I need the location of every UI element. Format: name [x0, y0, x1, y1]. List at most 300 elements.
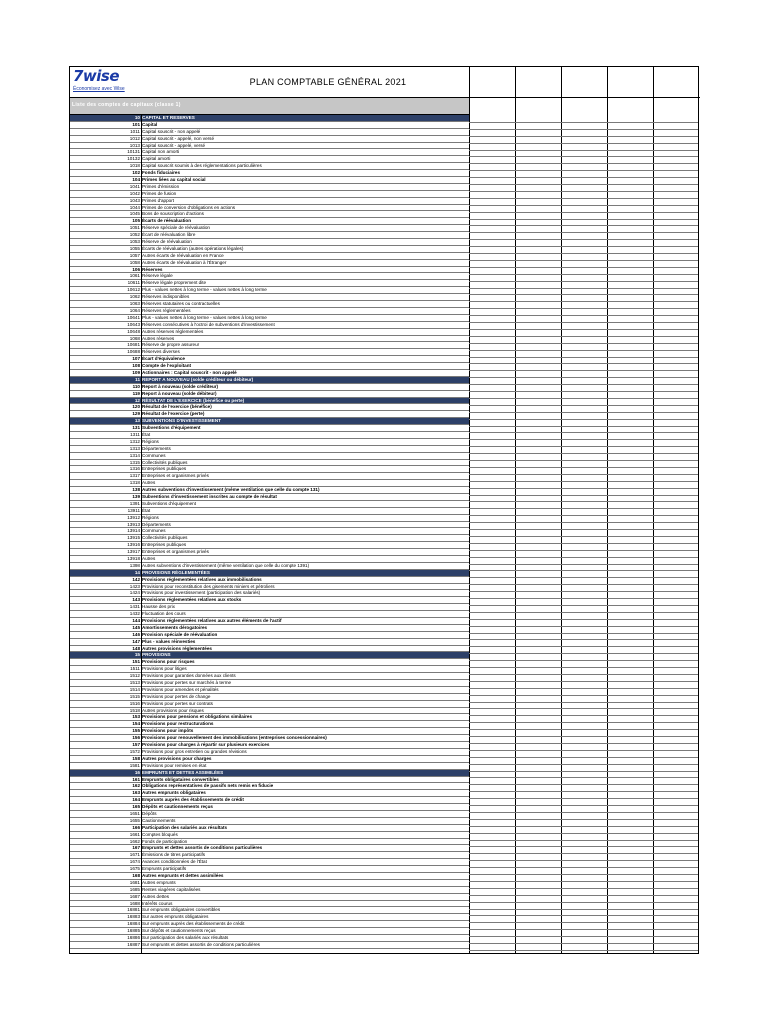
account-row	[70, 666, 469, 673]
grid-row-line	[469, 488, 698, 489]
account-label: Subventions d'équipement	[142, 425, 201, 431]
account-label: Réserves	[142, 266, 163, 272]
account-number: 1515	[129, 693, 140, 699]
account-number: 1685	[129, 886, 140, 892]
account-label: Compte de l'exploitant	[142, 363, 192, 369]
grid-row-line	[469, 267, 698, 268]
account-label: Provisions pour impôts	[142, 728, 194, 734]
account-row	[70, 742, 469, 749]
account-row	[70, 887, 469, 894]
account-row	[70, 336, 469, 343]
account-number: 13914	[127, 528, 140, 534]
grid-row-line	[469, 708, 698, 709]
account-row	[70, 639, 469, 646]
account-label: Participation des salariés aux résultats	[142, 824, 228, 830]
account-label: Régions	[142, 514, 159, 520]
account-row	[70, 535, 469, 542]
grid-row-line	[469, 674, 698, 675]
grid-row-line	[469, 122, 698, 123]
account-label: Primes de fusion	[142, 190, 177, 196]
grid-row-line	[469, 840, 698, 841]
account-number: 138	[132, 487, 140, 493]
account-number: 1053	[129, 239, 140, 245]
grid-row-line	[469, 219, 698, 220]
account-label: RÉSULTAT DE L'EXERCICE (bénéfice ou perte)	[142, 397, 245, 403]
grid-row-line	[469, 570, 698, 571]
grid-row-line	[469, 343, 698, 344]
grid-row-line	[469, 398, 698, 399]
account-label: Autres réserves réglementées	[142, 328, 204, 334]
account-number: 16886	[127, 934, 140, 940]
account-row	[70, 487, 469, 494]
account-row	[70, 549, 469, 556]
account-row	[70, 735, 469, 742]
account-row	[70, 563, 469, 570]
account-label: Provisions réglementées relatives aux stocks	[142, 597, 242, 603]
account-number: 1391	[129, 500, 140, 506]
account-number: 162	[132, 783, 140, 789]
account-row	[70, 280, 469, 287]
account-row	[70, 756, 469, 763]
account-number: 1051	[129, 225, 140, 231]
account-number: 1661	[129, 831, 140, 837]
account-label: Résultat de l'exercice (bénéfice)	[142, 404, 212, 410]
account-label: Emprunts et dettes assortis de conditions particulières	[142, 845, 263, 851]
account-label: Autres écarts de réévaluation en France	[142, 252, 224, 258]
account-row	[70, 783, 469, 790]
account-label: Fluctuation des cours	[142, 611, 186, 617]
account-number: 1011	[130, 128, 140, 134]
account-row	[70, 646, 469, 653]
account-row	[70, 673, 469, 680]
account-number: 1043	[129, 197, 140, 203]
account-row	[70, 763, 469, 770]
account-row	[70, 873, 469, 880]
account-label: Provisions pour remises en état	[142, 762, 207, 768]
account-number: 13913	[127, 521, 140, 527]
grid-row-line	[469, 543, 698, 544]
account-number: 1512	[129, 673, 140, 679]
account-label: Émissions de titres participatifs	[142, 852, 206, 858]
grid-row-line	[469, 515, 698, 516]
account-number: 156	[132, 735, 140, 741]
account-number: 13912	[127, 514, 140, 520]
account-row	[70, 453, 469, 460]
account-number: 166	[132, 824, 140, 830]
account-label: Réserve spéciale de réévaluation	[142, 225, 210, 231]
account-row	[70, 584, 469, 591]
account-label: Autres écarts de réévaluation à l'Étranger	[142, 259, 227, 265]
account-number: 1317	[129, 473, 140, 479]
grid-row-line	[469, 336, 698, 337]
account-row	[70, 632, 469, 639]
grid-row-line	[469, 205, 698, 206]
grid-row-line	[469, 501, 698, 502]
account-label: SUBVENTIONS D'INVESTISSEMENT	[142, 418, 221, 424]
grid-row-line	[469, 550, 698, 551]
column-divider	[653, 67, 654, 953]
account-number: 153	[132, 714, 140, 720]
grid-row-line	[469, 288, 698, 289]
grid-row-line	[469, 405, 698, 406]
account-row	[70, 597, 469, 604]
account-row	[70, 590, 469, 597]
grid-row-line	[469, 301, 698, 302]
account-label: Plus - values nettes à long terme - values nettes à long terme	[142, 314, 267, 320]
page-title: PLAN COMPTABLE GÉNÉRAL 2021	[249, 77, 407, 87]
grid-row-line	[469, 577, 698, 578]
grid-row-line	[469, 860, 698, 861]
account-row	[70, 528, 469, 535]
account-number: 1514	[129, 686, 140, 692]
account-row	[70, 432, 469, 439]
account-row	[70, 163, 469, 170]
account-label: Capital	[142, 121, 158, 127]
account-row	[70, 149, 469, 156]
account-label: Départements	[142, 521, 171, 527]
grid-row-line	[469, 715, 698, 716]
account-row	[70, 391, 469, 398]
grid-row-line	[469, 874, 698, 875]
account-row	[70, 446, 469, 453]
grid-row-line	[469, 322, 698, 323]
grid-row-line	[469, 895, 698, 896]
account-label: Réserves réglementées	[142, 307, 191, 313]
account-label: Actionnaires : Capital souscrit - non appelé	[142, 369, 237, 375]
account-row	[70, 501, 469, 508]
account-number: 14	[134, 569, 140, 575]
account-label: Capital souscrit - appelé, versé	[142, 142, 206, 148]
account-row	[70, 460, 469, 467]
account-label: Capital souscrit soumis à des réglementations particulières	[142, 163, 262, 169]
account-number: 1012	[129, 135, 140, 141]
account-number: 10132	[127, 156, 140, 162]
grid-row-line	[469, 764, 698, 765]
sheet-header	[70, 67, 700, 98]
account-number: 165	[132, 804, 140, 810]
grid-row-line	[469, 888, 698, 889]
account-row	[70, 714, 469, 721]
account-row	[70, 411, 469, 418]
account-number: 1055	[129, 245, 140, 251]
account-label: Communes	[142, 452, 166, 458]
account-label: Provisions réglementées relatives aux autres éléments de l'actif	[142, 618, 282, 624]
grid-row-line	[469, 412, 698, 413]
account-number: 1518	[129, 707, 140, 713]
account-label: Collectivités publiques	[142, 459, 188, 465]
account-label: Intérêts courus	[142, 900, 173, 906]
grid-row-line	[469, 129, 698, 130]
account-row	[70, 701, 469, 708]
grid-row-line	[469, 784, 698, 785]
account-number: 148	[132, 645, 140, 651]
account-label: Provisions pour litiges	[142, 666, 187, 672]
account-number: 1057	[129, 252, 140, 258]
account-row	[70, 625, 469, 632]
accounts-list	[70, 115, 469, 949]
account-row	[70, 156, 469, 163]
wise-logo-mark: 7wise	[73, 67, 120, 85]
grid-row-line	[469, 557, 698, 558]
account-row	[70, 728, 469, 735]
account-class-row	[70, 770, 469, 777]
account-label: Réserves consécutives à l'octroi de subventions d'investissement	[142, 321, 275, 327]
account-number: 145	[132, 624, 140, 630]
grid-row-line	[469, 460, 698, 461]
grid-row-line	[469, 936, 698, 937]
account-label: Provisions pour risques	[142, 659, 195, 665]
account-label: Réserve légale proprement dite	[142, 280, 207, 286]
account-label: État	[142, 507, 151, 513]
account-number: 154	[132, 721, 140, 727]
account-number: 1513	[129, 680, 140, 686]
account-row	[70, 542, 469, 549]
account-row	[70, 177, 469, 184]
grid-row-line	[469, 688, 698, 689]
account-label: Réserve de réévaluation	[142, 239, 192, 245]
grid-row-line	[469, 274, 698, 275]
account-number: 1688	[129, 900, 140, 906]
account-row	[70, 708, 469, 715]
account-number: 167	[132, 845, 140, 851]
account-label: Provisions pour pensions et obligations similaires	[142, 714, 253, 720]
account-number: 16	[134, 769, 140, 775]
account-row	[70, 894, 469, 901]
grid-row-line	[469, 260, 698, 261]
account-label: Réserve légale	[142, 273, 173, 279]
grid-row-line	[469, 198, 698, 199]
account-row	[70, 308, 469, 315]
account-number: 1312	[129, 438, 140, 444]
account-label: CAPITAL ET RESERVES	[142, 115, 195, 120]
account-number: 1655	[129, 817, 140, 823]
account-number: 1511	[130, 666, 140, 672]
account-number: 10648	[127, 328, 140, 334]
account-label: Régions	[142, 438, 159, 444]
account-row	[70, 480, 469, 487]
account-label: Obligations représentatives de passifs nets remis en fiducie	[142, 783, 274, 789]
account-row	[70, 253, 469, 260]
account-label: Provisions pour pertes sur contrats	[142, 700, 213, 706]
account-number: 129	[132, 411, 140, 417]
account-label: Bons de souscription d'actions	[142, 211, 204, 217]
account-label: Entreprises et organismes privés	[142, 549, 209, 555]
account-number: 1052	[129, 232, 140, 238]
account-row	[70, 522, 469, 529]
account-row	[70, 322, 469, 329]
grid-row-line	[469, 695, 698, 696]
grid-row-line	[469, 757, 698, 758]
account-number: 13917	[127, 549, 140, 555]
grid-row-line	[469, 902, 698, 903]
account-row	[70, 136, 469, 143]
grid-row-line	[469, 384, 698, 385]
grid-row-line	[469, 529, 698, 530]
account-label: Autres dettes	[142, 893, 170, 899]
account-number: 1671	[129, 852, 140, 858]
account-label: Écarts de réévaluation	[142, 218, 192, 224]
grid-row-line	[469, 170, 698, 171]
column-divider	[561, 67, 562, 953]
grid-row-line	[469, 619, 698, 620]
account-number: 164	[132, 797, 140, 803]
grid-row-line	[469, 481, 698, 482]
account-row	[70, 901, 469, 908]
account-row	[70, 260, 469, 267]
account-label: Départements	[142, 445, 171, 451]
grid-row-line	[469, 943, 698, 944]
account-label: Entreprises publiques	[142, 542, 187, 548]
account-number: 1044	[129, 204, 140, 210]
account-number: 10	[134, 115, 140, 120]
grid-row-line	[469, 253, 698, 254]
account-label: Cautionnements	[142, 817, 176, 823]
grid-row-line	[469, 495, 698, 496]
account-label: Réserves statutaires ou contractuelles	[142, 301, 220, 307]
account-number: 157	[132, 742, 140, 748]
account-number: 10643	[127, 321, 140, 327]
account-number: 1314	[129, 452, 140, 458]
account-number: 158	[132, 755, 140, 761]
account-number: 16887	[127, 941, 140, 947]
account-label: Résultat de l'exercice (perte)	[142, 411, 205, 417]
account-number: 1058	[129, 259, 140, 265]
account-row	[70, 205, 469, 212]
grid-row-line	[469, 702, 698, 703]
account-row	[70, 246, 469, 253]
account-number: 102	[132, 170, 140, 176]
account-number: 151	[132, 659, 140, 665]
account-label: REPORT A NOUVEAU (solde créditeur ou débiteur)	[142, 376, 254, 382]
account-row	[70, 721, 469, 728]
grid-row-line	[469, 143, 698, 144]
account-number: 1063	[129, 301, 140, 307]
account-number: 161	[132, 776, 140, 782]
account-number: 1431	[129, 604, 140, 610]
account-number: 1018	[129, 163, 140, 169]
account-label: Sur emprunts auprès des établissements de crédit	[142, 921, 245, 927]
account-number: 120	[132, 404, 140, 410]
account-number: 1041	[129, 183, 140, 189]
account-row	[70, 907, 469, 914]
account-label: Écart d'équivalence	[142, 356, 185, 362]
account-row	[70, 790, 469, 797]
grid-row-line	[469, 136, 698, 137]
account-row	[70, 694, 469, 701]
account-row	[70, 439, 469, 446]
grid-row-line	[469, 812, 698, 813]
account-row	[70, 356, 469, 363]
grid-row-line	[469, 184, 698, 185]
grid-row-line	[469, 598, 698, 599]
account-row	[70, 129, 469, 136]
account-row	[70, 687, 469, 694]
account-label: Fonds de participation	[142, 838, 188, 844]
account-label: Réserves diverses	[142, 349, 180, 355]
account-class-row	[70, 398, 469, 405]
account-label: Primes de conversion d'obligations en actions	[142, 204, 236, 210]
grid-row-line	[469, 584, 698, 585]
account-row	[70, 845, 469, 852]
wise-logo-tagline-link[interactable]: Économisez avec Wise	[73, 86, 125, 92]
grid-row-line	[469, 750, 698, 751]
account-row	[70, 287, 469, 294]
account-label: Fonds fiduciaires	[142, 170, 181, 176]
account-label: Entreprises publiques	[142, 466, 187, 472]
account-row	[70, 225, 469, 232]
account-label: Plus - values réinvesties	[142, 638, 196, 644]
account-row	[70, 122, 469, 129]
account-row	[70, 349, 469, 356]
account-label: Sur emprunts obligataires convertibles	[142, 907, 221, 913]
account-number: 144	[132, 618, 140, 624]
account-number: 16884	[127, 921, 140, 927]
account-row	[70, 852, 469, 859]
grid-row-line	[469, 446, 698, 447]
account-row	[70, 267, 469, 274]
account-row	[70, 749, 469, 756]
account-label: Provisions pour pertes sur marchés à terme	[142, 680, 232, 686]
account-label: Primes d'émission	[142, 183, 180, 189]
account-number: 10688	[127, 349, 140, 355]
section-subheader	[70, 98, 469, 115]
account-label: Emprunts obligataires convertibles	[142, 776, 219, 782]
account-row	[70, 301, 469, 308]
account-number: 1432	[129, 611, 140, 617]
grid-row-line	[469, 315, 698, 316]
subheader-label: Liste des comptes de capitaux (classe 1)	[72, 102, 181, 108]
grid-row-line	[469, 591, 698, 592]
account-number: 163	[132, 790, 140, 796]
account-number: 105	[132, 218, 140, 224]
account-number: 106	[132, 266, 140, 272]
grid-row-line	[469, 743, 698, 744]
account-label: Autres emprunts et dettes assimilées	[142, 872, 224, 878]
grid-row-line	[469, 150, 698, 151]
account-row	[70, 508, 469, 515]
account-number: 1061	[129, 273, 140, 279]
account-number: 10641	[127, 314, 140, 320]
grid-row-line	[469, 439, 698, 440]
wise-logo[interactable]	[73, 69, 137, 97]
grid-row-line	[469, 474, 698, 475]
account-label: Réserve de propre assureur	[142, 342, 200, 348]
account-row	[70, 294, 469, 301]
account-row	[70, 618, 469, 625]
account-label: Communes	[142, 528, 166, 534]
account-label: Subventions d'investissement inscrites au compte de résultat	[142, 493, 277, 499]
account-number: 13916	[127, 542, 140, 548]
account-row	[70, 866, 469, 873]
column-divider	[469, 67, 470, 953]
account-row	[70, 315, 469, 322]
account-number: 1662	[129, 838, 140, 844]
grid-row-line	[469, 805, 698, 806]
account-label: Primes d'apport	[142, 197, 175, 203]
account-label: Provisions pour restructurations	[142, 721, 214, 727]
account-number: 12	[134, 397, 140, 403]
grid-row-line	[469, 660, 698, 661]
account-row	[70, 384, 469, 391]
grid-row-line	[469, 826, 698, 827]
account-label: Autres provisions pour risques	[142, 707, 204, 713]
account-row	[70, 928, 469, 935]
account-label: Autres emprunts obligataires	[142, 790, 206, 796]
grid-row-line	[469, 281, 698, 282]
grid-row-line	[469, 798, 698, 799]
account-number: 1013	[129, 142, 140, 148]
account-row	[70, 466, 469, 473]
